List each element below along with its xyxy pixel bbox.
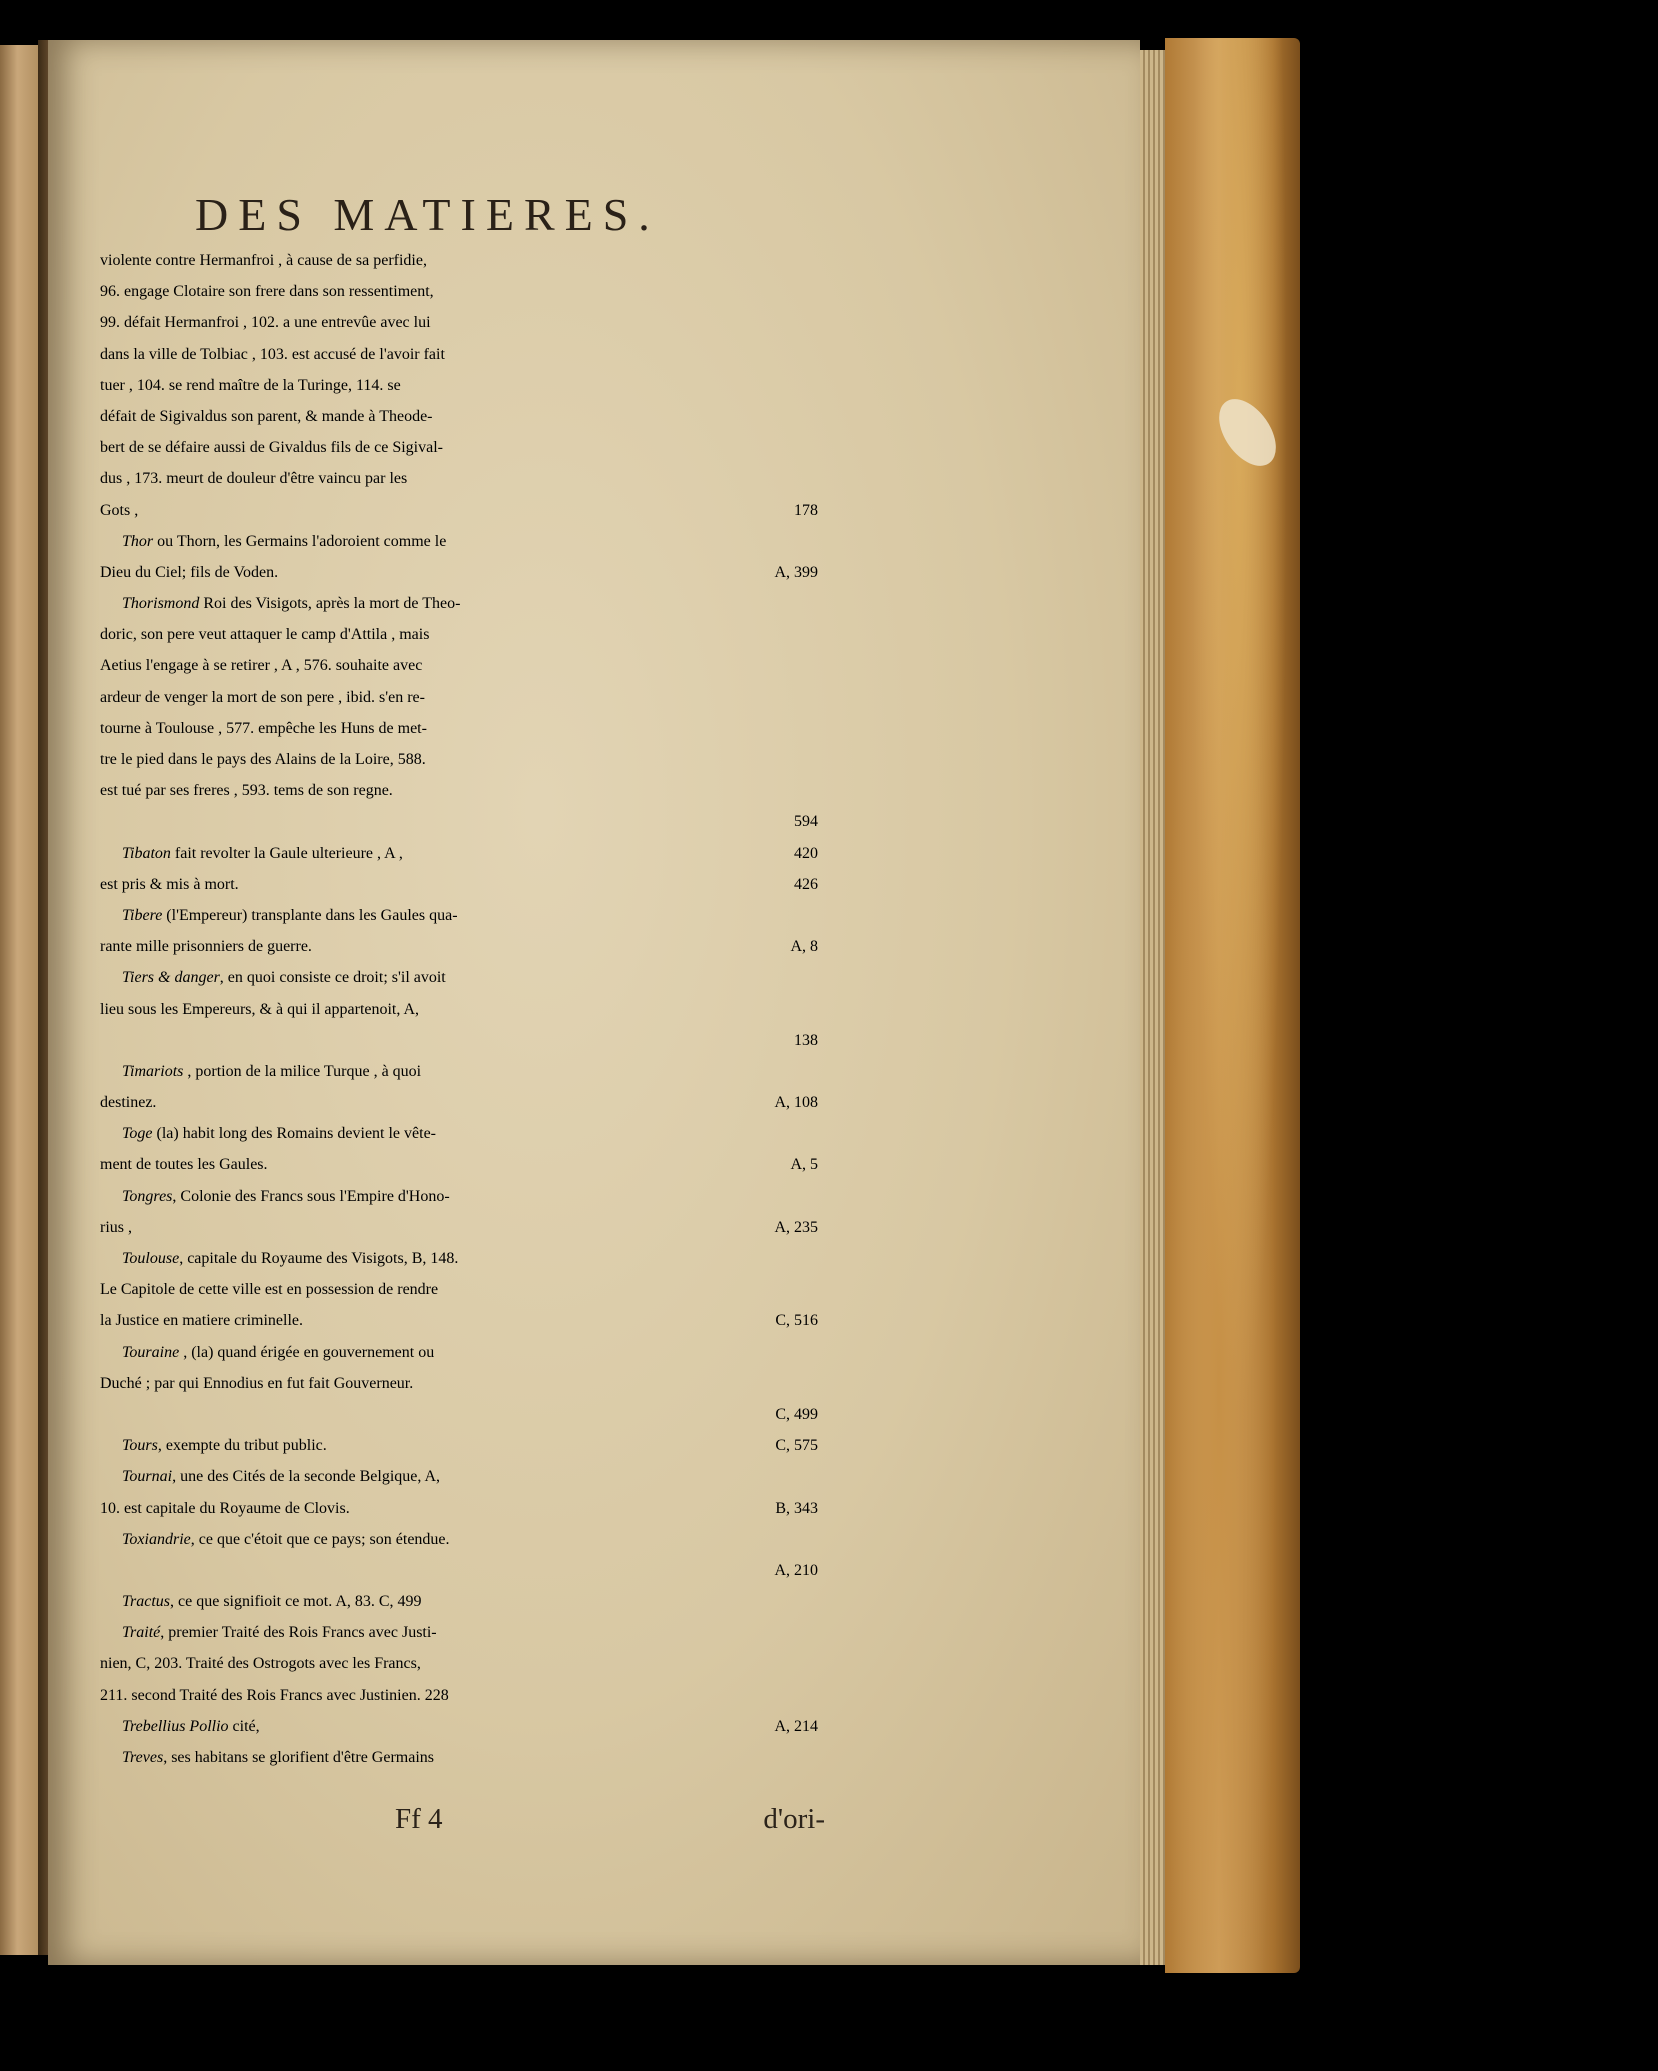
- index-line: [100, 626, 818, 657]
- index-line: [100, 533, 818, 564]
- index-line-body: , ce que signifioit ce mot. A, 83. C, 499: [170, 1593, 422, 1611]
- index-line: [100, 1125, 818, 1156]
- index-line: [100, 283, 818, 314]
- page-footer: [395, 1803, 825, 1836]
- page-reference: C, 516: [775, 1312, 818, 1330]
- index-headword: Timariots: [122, 1062, 184, 1080]
- page-header: DES MATIERES.: [195, 189, 660, 240]
- index-line: [100, 1312, 818, 1343]
- index-line: [100, 346, 818, 377]
- index-line-text: [122, 1718, 260, 1736]
- index-line-text: [100, 470, 407, 488]
- index-line-body: destinez.: [100, 1094, 157, 1112]
- index-line-body: Dieu du Ciel; fils de Voden.: [100, 563, 279, 581]
- index-line: [100, 1250, 818, 1281]
- page-reference: 420: [794, 844, 818, 862]
- index-line-body: Duché ; par qui Ennodius en fut fait Gouverneur.: [100, 1374, 414, 1392]
- index-line-body: cité,: [228, 1717, 260, 1735]
- page-reference: A, 108: [774, 1094, 818, 1112]
- index-line-body: ou Thorn, les Germains l'adoroient comme le: [153, 532, 447, 550]
- index-line-body: 10. est capitale du Royaume de Clovis.: [100, 1499, 350, 1517]
- index-line-body: nien, C, 203. Traité des Ostrogots avec les Francs,: [100, 1655, 421, 1673]
- index-line-text: [100, 657, 422, 675]
- index-line: [100, 1156, 818, 1187]
- index-line-text: [100, 377, 401, 395]
- index-entries: [100, 252, 818, 1780]
- index-line: [100, 1344, 818, 1375]
- index-line-body: , une des Cités de la seconde Belgique, A,: [172, 1468, 441, 1486]
- index-line-body: bert de se défaire aussi de Givaldus fils de ce Sigival-: [100, 439, 443, 457]
- index-line: [100, 1094, 818, 1125]
- index-headword: Tours: [122, 1437, 158, 1455]
- index-line-text: [100, 564, 278, 582]
- index-line-text: [122, 1188, 450, 1206]
- index-line: [100, 813, 818, 844]
- index-line: [100, 1718, 818, 1749]
- index-line: [100, 1406, 818, 1437]
- index-line: [100, 595, 818, 626]
- index-line-text: [100, 1312, 303, 1330]
- index-line-text: [100, 876, 239, 894]
- index-line: [100, 1562, 818, 1593]
- index-line: [100, 408, 818, 439]
- index-line: [100, 1375, 818, 1406]
- index-line-body: 211. second Traité des Rois Francs avec Justinien. 228: [100, 1686, 449, 1704]
- index-line: [100, 907, 818, 938]
- index-line-text: [100, 938, 312, 956]
- index-line-text: [100, 751, 426, 769]
- index-line: [100, 1624, 818, 1655]
- page-block-edge: [1140, 50, 1168, 1965]
- index-line-body: , en quoi consiste ce droit; s'il avoit: [219, 969, 446, 987]
- index-line-text: [100, 626, 429, 644]
- page-reference: A, 399: [774, 563, 818, 581]
- index-line: [100, 1468, 818, 1499]
- index-line-body: lieu sous les Empereurs, & à qui il appartenoit, A,: [100, 1000, 420, 1018]
- index-line-body: Roi des Visigots, après la mort de Theo-: [199, 595, 461, 613]
- index-line: [100, 252, 818, 283]
- index-headword: Thor: [122, 532, 154, 550]
- index-headword: Tibere: [122, 906, 163, 924]
- book-cover: [1165, 38, 1300, 1973]
- index-line-text: [100, 1687, 449, 1705]
- catchword: d'ori-: [763, 1803, 825, 1835]
- index-line-text: [100, 502, 138, 520]
- index-line: [100, 1063, 818, 1094]
- index-headword: Trebellius Pollio: [122, 1717, 229, 1735]
- index-line-text: [100, 1094, 156, 1112]
- index-line-body: 99. défait Hermanfroi , 102. a une entrevûe avec lui: [100, 314, 431, 332]
- index-line-text: [122, 1749, 434, 1767]
- index-line-body: , ce que c'étoit que ce pays; son étendue.: [190, 1530, 450, 1548]
- index-headword: Toulouse: [122, 1250, 180, 1267]
- index-line-body: rius ,: [100, 1218, 132, 1236]
- index-line-body: est pris & mis à mort.: [100, 875, 239, 893]
- index-line-text: [100, 408, 433, 426]
- index-line-body: défait de Sigivaldus son parent, & mande à Theode-: [100, 407, 433, 425]
- index-line-text: [100, 1281, 438, 1299]
- index-line: [100, 1500, 818, 1531]
- index-line-body: Le Capitole de cette ville est en possession de rendre: [100, 1281, 439, 1299]
- index-line-text: [100, 1500, 350, 1518]
- index-line-text: [100, 346, 445, 364]
- index-line-text: [122, 595, 460, 613]
- index-line-text: [100, 439, 443, 457]
- index-line-body: , ses habitans se glorifient d'être Germains: [163, 1749, 434, 1766]
- index-line-text: [100, 1001, 419, 1019]
- index-line-body: la Justice en matiere criminelle.: [100, 1312, 304, 1330]
- index-line-body: 96. engage Clotaire son frere dans son ressentiment,: [100, 283, 434, 301]
- index-line-text: [122, 1250, 458, 1268]
- index-line-body: doric, son pere veut attaquer le camp d'Attila , mais: [100, 626, 430, 644]
- index-line-body: , portion de la milice Turque , à quoi: [183, 1062, 422, 1080]
- index-line: [100, 657, 818, 688]
- index-line-text: [122, 1125, 436, 1143]
- index-line-body: , (la) quand érigée en gouvernement ou: [179, 1343, 435, 1361]
- index-headword: Toxiandrie: [122, 1530, 191, 1548]
- index-line-body: dans la ville de Tolbiac , 103. est accusé de l'avoir fait: [100, 345, 445, 363]
- index-line: [100, 1281, 818, 1312]
- page-reference: A, 235: [774, 1218, 818, 1236]
- index-line-text: [122, 1344, 434, 1362]
- index-headword: Tournai: [122, 1468, 173, 1486]
- index-headword: Traité: [122, 1624, 161, 1642]
- index-line: [100, 969, 818, 1000]
- index-headword: Tiers & danger: [122, 969, 220, 987]
- index-line-text: [100, 720, 427, 738]
- index-line-body: Aetius l'engage à se retirer , A , 576. souhaite avec: [100, 657, 423, 675]
- page-reference: 426: [794, 875, 818, 893]
- index-line: [100, 1531, 818, 1562]
- index-line-body: violente contre Hermanfroi , à cause de sa perfidie,: [100, 252, 427, 269]
- index-line-body: Gots ,: [100, 501, 139, 519]
- index-line: [100, 1655, 818, 1686]
- index-line-text: [122, 907, 458, 925]
- index-line: [100, 720, 818, 751]
- index-line: [100, 1032, 818, 1063]
- index-line-text: [100, 252, 427, 270]
- index-line: [100, 782, 818, 813]
- index-line: [100, 751, 818, 782]
- index-line-body: , capitale du Royaume des Visigots, B, 148.: [179, 1250, 459, 1267]
- index-line: [100, 502, 818, 533]
- page-reference: 138: [794, 1031, 818, 1049]
- index-line: [100, 689, 818, 720]
- index-line: [100, 377, 818, 408]
- index-line-text: [122, 533, 446, 551]
- index-line: [100, 938, 818, 969]
- page-reference: A, 210: [774, 1561, 818, 1579]
- index-line-body: tourne à Toulouse , 577. empêche les Huns de met-: [100, 719, 427, 737]
- index-line-body: rante mille prisonniers de guerre.: [100, 938, 312, 956]
- index-line-text: [122, 1531, 450, 1549]
- page-reference: C, 575: [775, 1437, 818, 1455]
- page-reference: 178: [794, 501, 818, 519]
- index-line: [100, 1437, 818, 1468]
- index-line-text: [122, 845, 403, 863]
- index-line: [100, 439, 818, 470]
- index-line-text: [100, 1156, 268, 1174]
- index-headword: Tibaton: [122, 844, 171, 862]
- page-reference: C, 499: [775, 1405, 818, 1423]
- index-line: [100, 1219, 818, 1250]
- index-line-text: [100, 314, 431, 332]
- index-line-text: [122, 1593, 422, 1611]
- index-headword: Tractus: [122, 1593, 171, 1611]
- index-headword: Thorismond: [122, 595, 200, 613]
- index-line-text: [100, 782, 393, 800]
- index-line-body: , premier Traité des Rois Francs avec Justi-: [160, 1624, 437, 1642]
- index-line-text: [122, 1624, 437, 1642]
- index-headword: Touraine: [122, 1343, 180, 1361]
- index-line: [100, 1188, 818, 1219]
- page-reference: A, 5: [790, 1156, 818, 1174]
- index-line-body: ardeur de venger la mort de son pere , ibid. s'en re-: [100, 688, 425, 706]
- index-line-text: [100, 1375, 413, 1393]
- page-reference: 594: [794, 813, 818, 831]
- index-line: [100, 1749, 818, 1780]
- index-line-text: [100, 283, 434, 301]
- index-headword: Toge: [122, 1125, 153, 1143]
- index-line: [100, 1593, 818, 1624]
- page-reference: B, 343: [775, 1499, 818, 1517]
- index-line: [100, 876, 818, 907]
- index-line-body: tre le pied dans le pays des Alains de la Loire, 588.: [100, 751, 426, 768]
- index-line-body: ment de toutes les Gaules.: [100, 1156, 268, 1174]
- index-line-text: [122, 1437, 327, 1455]
- index-line-body: tuer , 104. se rend maître de la Turinge, 114. se: [100, 376, 401, 394]
- signature-mark: Ff 4: [395, 1803, 443, 1835]
- index-line-text: [122, 969, 446, 987]
- index-line: [100, 1687, 818, 1718]
- index-line-text: [122, 1468, 440, 1486]
- page-reference: A, 214: [774, 1717, 818, 1735]
- index-headword: Tongres: [122, 1187, 173, 1205]
- index-line-body: (l'Empereur) transplante dans les Gaules qua-: [162, 906, 458, 924]
- index-line-body: fait revolter la Gaule ulterieure , A ,: [170, 844, 403, 862]
- index-line-body: , exempte du tribut public.: [157, 1437, 327, 1455]
- page-reference: A, 8: [790, 938, 818, 956]
- index-line-body: est tué par ses freres , 593. tems de son regne.: [100, 782, 393, 800]
- index-line-text: [100, 689, 425, 707]
- index-headword: Treves: [122, 1749, 164, 1766]
- index-line-text: [122, 1063, 421, 1081]
- index-line: [100, 314, 818, 345]
- index-line-body: dus , 173. meurt de douleur d'être vaincu par les: [100, 470, 408, 488]
- index-line: [100, 1001, 818, 1032]
- index-line-text: [100, 1655, 421, 1673]
- index-line-body: (la) habit long des Romains devient le vête-: [152, 1125, 437, 1143]
- index-line-body: , Colonie des Francs sous l'Empire d'Hono-: [172, 1187, 450, 1205]
- index-line: [100, 845, 818, 876]
- index-line: [100, 470, 818, 501]
- index-line-text: [100, 1219, 132, 1237]
- index-line: [100, 564, 818, 595]
